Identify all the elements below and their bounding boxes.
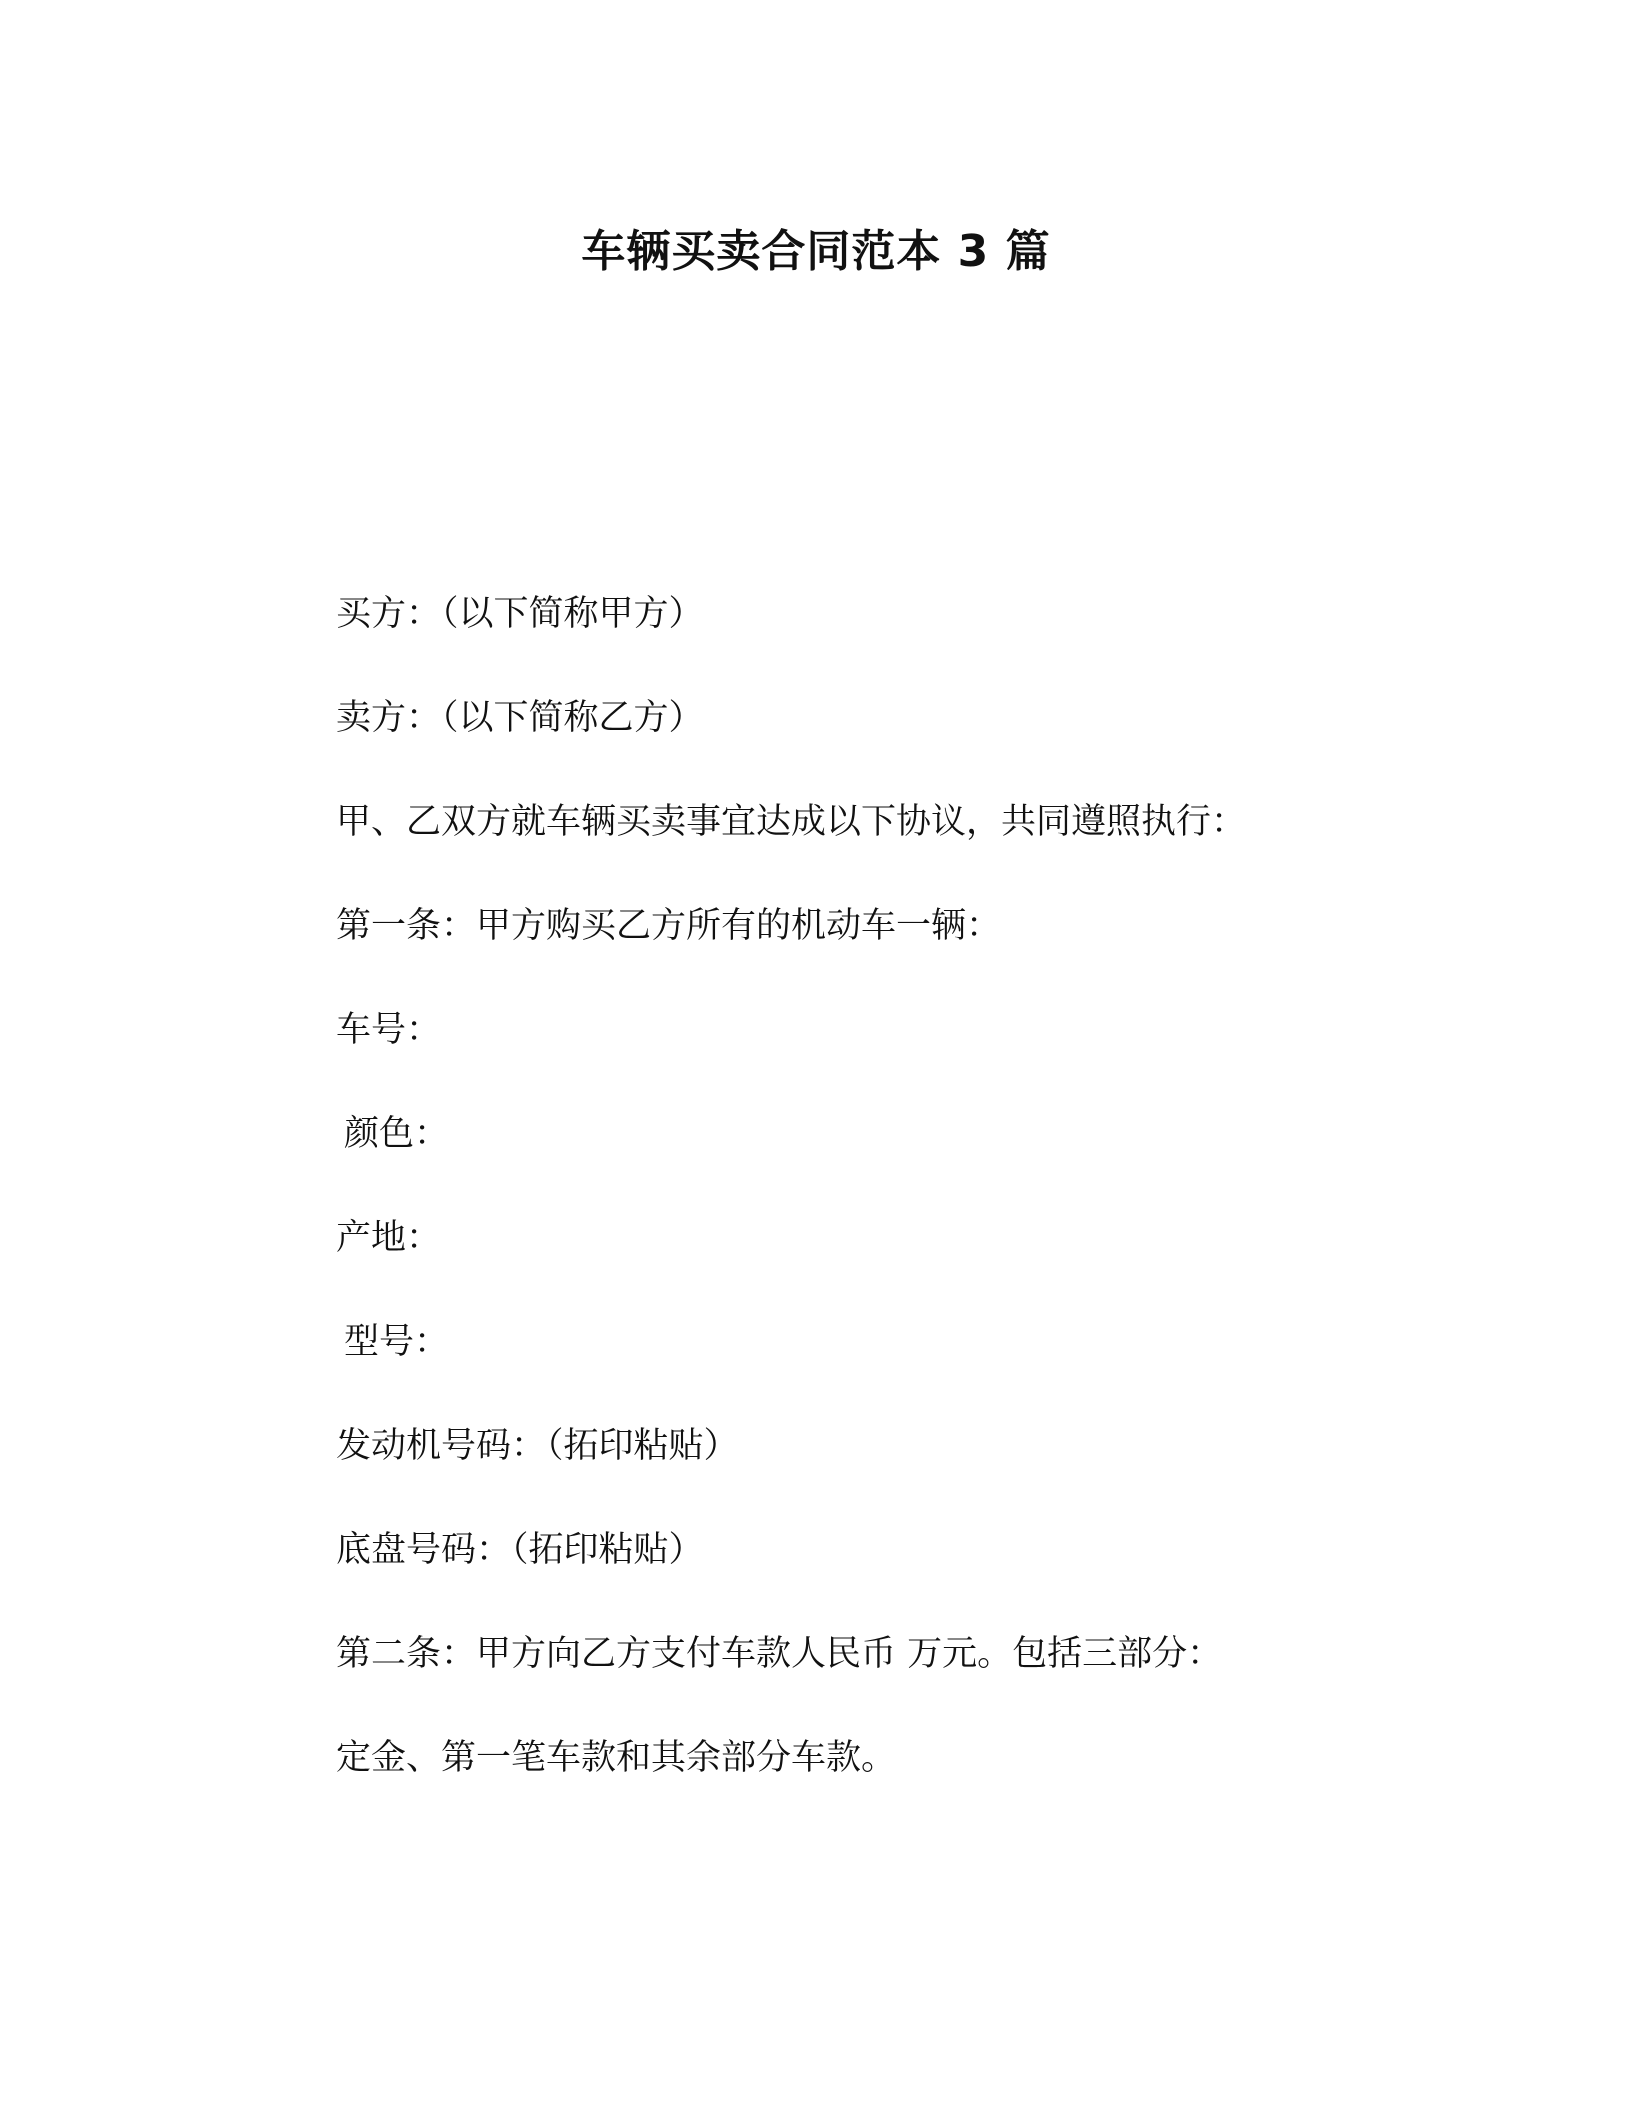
document-body [336, 590, 1336, 1838]
article-one-line: 第一条：甲方购买乙方所有的机动车一辆： [336, 906, 1002, 946]
payment-parts-line: 定金、第一笔车款和其余部分车款。 [336, 1738, 897, 1778]
engine-number-line: 发动机号码：（拓印粘贴） [336, 1426, 739, 1466]
agreement-intro-line: 甲、乙双方就车辆买卖事宜达成以下协议，共同遵照执行： [336, 802, 1247, 842]
model-line: 型号： [344, 1322, 450, 1362]
chassis-number-line: 底盘号码：（拓印粘贴） [336, 1530, 704, 1570]
plate-number-line: 车号： [336, 1010, 442, 1050]
seller-line: 卖方：（以下简称乙方） [336, 698, 704, 738]
origin-line: 产地： [336, 1218, 442, 1258]
buyer-line: 买方：（以下简称甲方） [336, 594, 704, 634]
document-title: 车辆买卖合同范本 3 篇 [581, 226, 1051, 277]
article-two-line: 第二条：甲方向乙方支付车款人民币 万元。包括三部分： [336, 1634, 1223, 1674]
color-line: 颜色： [344, 1114, 450, 1154]
